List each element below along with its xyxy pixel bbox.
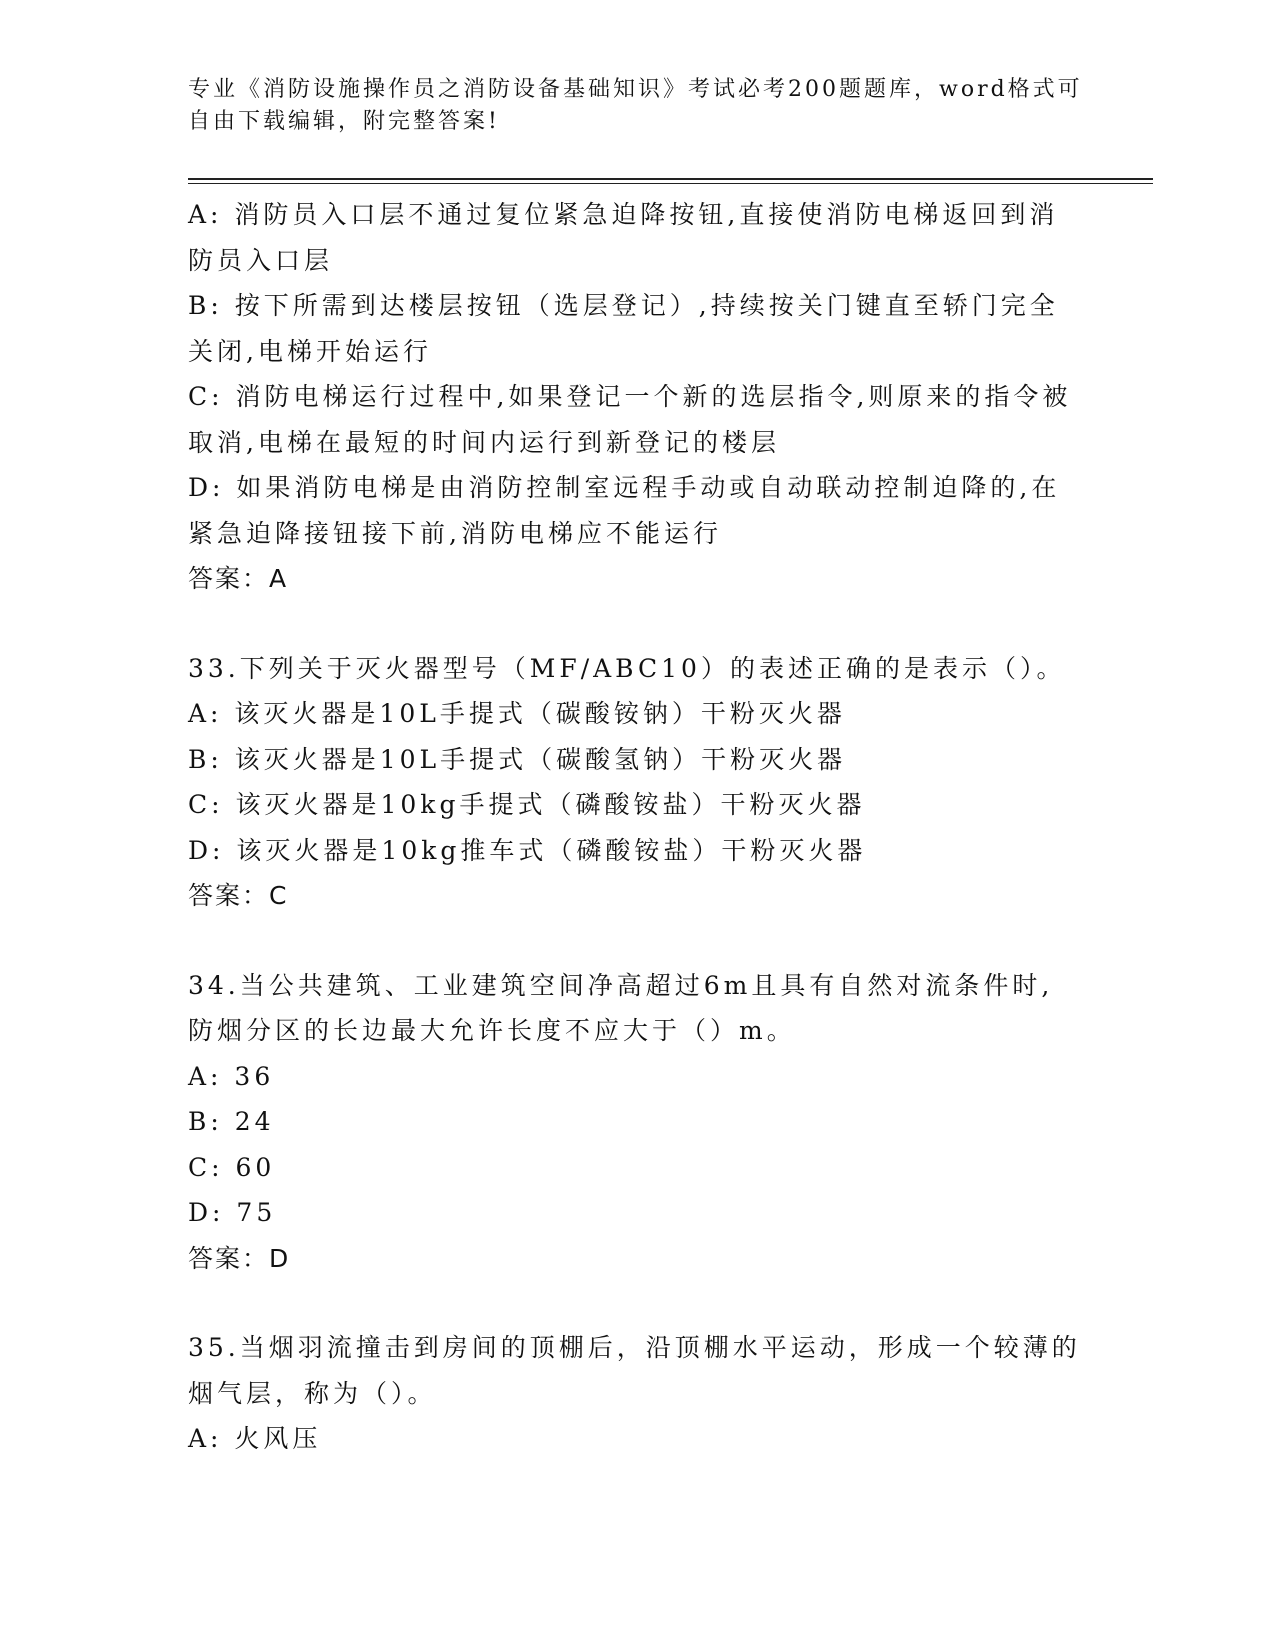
question-stem-line-1: 34.当公共建筑、工业建筑空间净高超过6m且具有自然对流条件时, xyxy=(188,970,1054,1000)
answer-label: 答案：D xyxy=(188,1243,291,1273)
question-content xyxy=(188,192,1088,1462)
option-c-line-2: 取消,电梯在最短的时间内运行到新登记的楼层 xyxy=(188,427,780,457)
option-b: B: 该灭火器是10L手提式（碳酸氢钠）干粉灭火器 xyxy=(188,744,847,774)
option-b: B: 24 xyxy=(188,1107,275,1136)
header-line-1: 专业《消防设施操作员之消防设备基础知识》考试必考200题题库，word格式可 xyxy=(188,77,1083,102)
option-d: D: 75 xyxy=(188,1198,277,1227)
document-header xyxy=(188,74,1088,138)
answer-label: 答案：A xyxy=(188,564,289,593)
header-divider xyxy=(188,178,1153,184)
question-stem-line-2: 烟气层，称为（）。 xyxy=(188,1378,437,1408)
option-c: C: 60 xyxy=(188,1152,276,1182)
option-b-line-2: 关闭,电梯开始运行 xyxy=(188,336,432,366)
option-a-line-2: 防员入口层 xyxy=(188,245,334,275)
question-spacer xyxy=(188,1281,1088,1325)
option-a: A: 火风压 xyxy=(188,1424,322,1453)
header-line-2: 自由下载编辑，附完整答案! xyxy=(188,109,500,134)
option-b-line-1: B: 按下所需到达楼层按钮（选层登记）,持续按关门键直至轿门完全 xyxy=(188,291,1059,320)
question-spacer xyxy=(188,602,1088,646)
question-34 xyxy=(188,963,1088,1282)
option-d-line-1: D: 如果消防电梯是由消防控制室远程手动或自动联动控制迫降的,在 xyxy=(188,473,1061,502)
answer-label: 答案：C xyxy=(188,881,289,910)
option-a: A: 36 xyxy=(188,1061,275,1091)
option-d: D: 该灭火器是10kg推车式（磷酸铵盐）干粉灭火器 xyxy=(188,835,867,865)
option-d-line-2: 紧急迫降接钮接下前,消防电梯应不能运行 xyxy=(188,518,722,548)
question-spacer xyxy=(188,919,1088,963)
option-a: A: 该灭火器是10L手提式（碳酸铵钠）干粉灭火器 xyxy=(188,699,846,728)
question-33 xyxy=(188,646,1088,919)
question-32-tail xyxy=(188,192,1088,602)
question-35 xyxy=(188,1325,1088,1462)
question-stem-line-1: 35.当烟羽流撞击到房间的顶棚后，沿顶棚水平运动，形成一个较薄的 xyxy=(188,1333,1081,1362)
question-stem: 33.下列关于灭火器型号（MF/ABC10）的表述正确的是表示（）。 xyxy=(188,653,1066,683)
option-a-line-1: A: 消防员入口层不通过复位紧急迫降按钮,直接使消防电梯返回到消 xyxy=(188,200,1059,229)
question-stem-line-2: 防烟分区的长边最大允许长度不应大于（）m。 xyxy=(188,1016,796,1045)
option-c-line-1: C: 消防电梯运行过程中,如果登记一个新的选层指令,则原来的指令被 xyxy=(188,382,1072,411)
option-c: C: 该灭火器是10kg手提式（磷酸铵盐）干粉灭火器 xyxy=(188,790,866,819)
